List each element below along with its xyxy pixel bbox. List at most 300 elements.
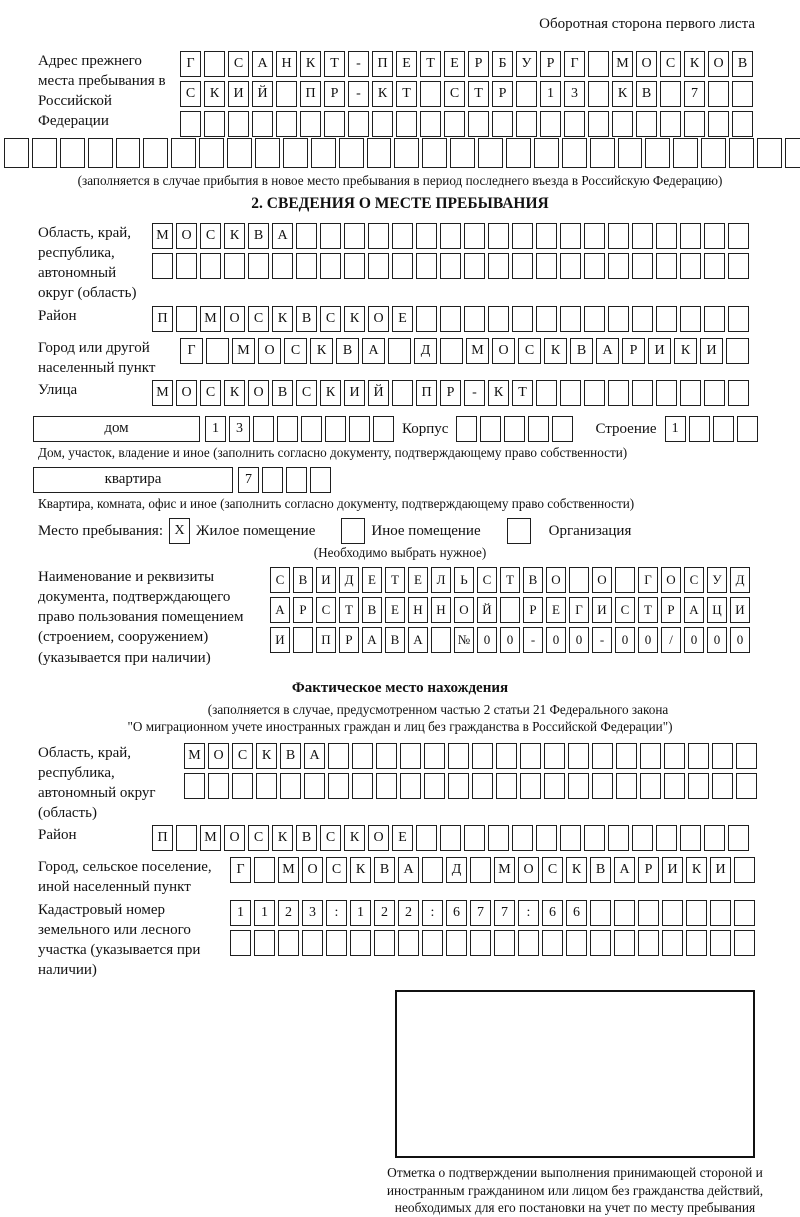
char-box[interactable]	[704, 306, 725, 332]
char-box[interactable]	[560, 306, 581, 332]
char-box[interactable]: С	[232, 743, 253, 769]
char-box[interactable]	[372, 111, 393, 137]
char-box[interactable]	[416, 223, 437, 249]
char-box[interactable]	[584, 223, 605, 249]
char-box[interactable]: О	[546, 567, 566, 593]
char-box[interactable]	[686, 930, 707, 956]
char-box[interactable]: Г	[180, 51, 201, 77]
char-box[interactable]	[592, 743, 613, 769]
char-box[interactable]	[636, 111, 657, 137]
char-box[interactable]: Г	[638, 567, 658, 593]
char-box[interactable]: М	[184, 743, 205, 769]
char-box[interactable]: М	[278, 857, 299, 883]
char-box[interactable]	[536, 253, 557, 279]
char-box[interactable]	[728, 253, 749, 279]
char-box[interactable]: С	[518, 338, 541, 364]
char-box[interactable]	[656, 380, 677, 406]
char-box[interactable]	[176, 825, 197, 851]
char-box[interactable]	[584, 380, 605, 406]
char-box[interactable]	[689, 416, 710, 442]
char-box[interactable]: 0	[615, 627, 635, 653]
char-box[interactable]	[440, 825, 461, 851]
char-box[interactable]: О	[224, 825, 245, 851]
char-box[interactable]: О	[636, 51, 657, 77]
char-box[interactable]	[512, 825, 533, 851]
char-box[interactable]	[704, 825, 725, 851]
char-box[interactable]: И	[662, 857, 683, 883]
char-box[interactable]: В	[362, 597, 382, 623]
char-box[interactable]	[248, 253, 269, 279]
char-box[interactable]	[420, 111, 441, 137]
char-box[interactable]: 3	[229, 416, 250, 442]
char-box[interactable]	[656, 825, 677, 851]
char-box[interactable]	[488, 306, 509, 332]
char-box[interactable]	[301, 416, 322, 442]
char-box[interactable]	[662, 900, 683, 926]
char-box[interactable]	[736, 773, 757, 799]
char-box[interactable]	[614, 930, 635, 956]
char-box[interactable]	[293, 627, 313, 653]
char-box[interactable]	[480, 416, 501, 442]
char-box[interactable]	[180, 111, 201, 137]
char-box[interactable]: -	[592, 627, 612, 653]
char-box[interactable]: 0	[569, 627, 589, 653]
char-box[interactable]	[344, 223, 365, 249]
char-box[interactable]: В	[280, 743, 301, 769]
char-box[interactable]	[708, 81, 729, 107]
char-box[interactable]: Й	[477, 597, 497, 623]
char-box[interactable]	[656, 223, 677, 249]
char-box[interactable]	[560, 253, 581, 279]
char-box[interactable]	[638, 930, 659, 956]
char-box[interactable]: 1	[350, 900, 371, 926]
char-box[interactable]: О	[258, 338, 281, 364]
char-box[interactable]: В	[248, 223, 269, 249]
char-box[interactable]: П	[372, 51, 393, 77]
char-box[interactable]	[632, 253, 653, 279]
char-box[interactable]	[143, 138, 168, 168]
char-box[interactable]	[422, 138, 447, 168]
char-box[interactable]	[588, 111, 609, 137]
char-box[interactable]	[420, 81, 441, 107]
char-box[interactable]: 0	[546, 627, 566, 653]
char-box[interactable]	[520, 743, 541, 769]
char-box[interactable]: В	[374, 857, 395, 883]
char-box[interactable]	[398, 930, 419, 956]
char-box[interactable]: К	[686, 857, 707, 883]
char-box[interactable]: О	[302, 857, 323, 883]
char-box[interactable]	[616, 773, 637, 799]
char-box[interactable]	[232, 773, 253, 799]
char-box[interactable]: Г	[564, 51, 585, 77]
char-box[interactable]	[88, 138, 113, 168]
char-box[interactable]: И	[228, 81, 249, 107]
char-box[interactable]: В	[296, 306, 317, 332]
char-box[interactable]: Т	[339, 597, 359, 623]
char-box[interactable]	[228, 111, 249, 137]
char-box[interactable]: К	[612, 81, 633, 107]
char-box[interactable]	[339, 138, 364, 168]
char-box[interactable]	[728, 825, 749, 851]
char-box[interactable]: С	[320, 825, 341, 851]
char-box[interactable]: 0	[638, 627, 658, 653]
char-box[interactable]	[496, 773, 517, 799]
char-box[interactable]	[440, 223, 461, 249]
char-box[interactable]: В	[636, 81, 657, 107]
char-box[interactable]	[632, 380, 653, 406]
char-box[interactable]	[464, 223, 485, 249]
char-box[interactable]: К	[272, 825, 293, 851]
char-box[interactable]	[311, 138, 336, 168]
char-box[interactable]	[424, 743, 445, 769]
char-box[interactable]: М	[152, 223, 173, 249]
char-box[interactable]: В	[590, 857, 611, 883]
char-box[interactable]: И	[344, 380, 365, 406]
char-box[interactable]: Р	[540, 51, 561, 77]
char-box[interactable]	[512, 223, 533, 249]
char-box[interactable]: К	[684, 51, 705, 77]
char-box[interactable]	[206, 338, 229, 364]
char-box[interactable]	[208, 773, 229, 799]
char-box[interactable]: Р	[492, 81, 513, 107]
char-box[interactable]: Р	[339, 627, 359, 653]
char-box[interactable]	[286, 467, 307, 493]
char-box[interactable]: К	[566, 857, 587, 883]
char-box[interactable]	[450, 138, 475, 168]
char-box[interactable]	[564, 111, 585, 137]
char-box[interactable]	[590, 138, 615, 168]
char-box[interactable]: Л	[431, 567, 451, 593]
char-box[interactable]: Е	[385, 597, 405, 623]
char-box[interactable]	[656, 306, 677, 332]
stay-option-organization-checkbox[interactable]	[507, 518, 531, 544]
char-box[interactable]	[590, 900, 611, 926]
char-box[interactable]	[660, 81, 681, 107]
char-box[interactable]	[374, 930, 395, 956]
char-box[interactable]: А	[362, 627, 382, 653]
char-box[interactable]	[352, 773, 373, 799]
char-box[interactable]: М	[232, 338, 255, 364]
char-box[interactable]	[708, 111, 729, 137]
char-box[interactable]	[732, 81, 753, 107]
char-box[interactable]	[394, 138, 419, 168]
char-box[interactable]	[712, 743, 733, 769]
char-box[interactable]	[506, 138, 531, 168]
char-box[interactable]	[253, 416, 274, 442]
char-box[interactable]: О	[492, 338, 515, 364]
char-box[interactable]	[376, 773, 397, 799]
char-box[interactable]: К	[488, 380, 509, 406]
char-box[interactable]	[560, 825, 581, 851]
char-box[interactable]	[227, 138, 252, 168]
char-box[interactable]	[176, 306, 197, 332]
char-box[interactable]: С	[248, 306, 269, 332]
char-box[interactable]: 3	[564, 81, 585, 107]
char-box[interactable]: С	[284, 338, 307, 364]
char-box[interactable]	[388, 338, 411, 364]
char-box[interactable]	[472, 743, 493, 769]
char-box[interactable]	[680, 253, 701, 279]
char-box[interactable]: Т	[638, 597, 658, 623]
char-box[interactable]	[704, 253, 725, 279]
char-box[interactable]	[310, 467, 331, 493]
char-box[interactable]: Т	[468, 81, 489, 107]
char-box[interactable]: 6	[566, 900, 587, 926]
char-box[interactable]	[552, 416, 573, 442]
char-box[interactable]	[400, 773, 421, 799]
char-box[interactable]	[632, 223, 653, 249]
char-box[interactable]	[516, 111, 537, 137]
char-box[interactable]	[320, 253, 341, 279]
char-box[interactable]: К	[344, 306, 365, 332]
char-box[interactable]: С	[320, 306, 341, 332]
char-box[interactable]	[468, 111, 489, 137]
char-box[interactable]: -	[348, 81, 369, 107]
char-box[interactable]: М	[200, 306, 221, 332]
char-box[interactable]	[328, 773, 349, 799]
char-box[interactable]: О	[224, 306, 245, 332]
char-box[interactable]: Р	[468, 51, 489, 77]
char-box[interactable]	[325, 416, 346, 442]
char-box[interactable]: В	[336, 338, 359, 364]
char-box[interactable]	[116, 138, 141, 168]
char-box[interactable]: И	[700, 338, 723, 364]
char-box[interactable]	[448, 773, 469, 799]
char-box[interactable]	[569, 567, 589, 593]
char-box[interactable]: С	[200, 223, 221, 249]
char-box[interactable]: Т	[324, 51, 345, 77]
char-box[interactable]: 7	[494, 900, 515, 926]
char-box[interactable]: П	[152, 306, 173, 332]
char-box[interactable]: У	[707, 567, 727, 593]
char-box[interactable]	[368, 253, 389, 279]
char-box[interactable]: В	[385, 627, 405, 653]
char-box[interactable]	[684, 111, 705, 137]
char-box[interactable]: К	[224, 380, 245, 406]
char-box[interactable]: 3	[302, 900, 323, 926]
char-box[interactable]: К	[204, 81, 225, 107]
char-box[interactable]	[704, 380, 725, 406]
char-box[interactable]	[614, 900, 635, 926]
char-box[interactable]: Е	[392, 825, 413, 851]
char-box[interactable]	[488, 223, 509, 249]
char-box[interactable]	[584, 306, 605, 332]
char-box[interactable]: Н	[408, 597, 428, 623]
char-box[interactable]	[734, 930, 755, 956]
char-box[interactable]: 2	[398, 900, 419, 926]
char-box[interactable]: :	[422, 900, 443, 926]
char-box[interactable]	[300, 111, 321, 137]
char-box[interactable]: А	[614, 857, 635, 883]
char-box[interactable]: Т	[500, 567, 520, 593]
char-box[interactable]	[416, 306, 437, 332]
char-box[interactable]	[512, 253, 533, 279]
char-box[interactable]: Е	[396, 51, 417, 77]
char-box[interactable]	[664, 743, 685, 769]
char-box[interactable]	[540, 111, 561, 137]
char-box[interactable]	[728, 380, 749, 406]
char-box[interactable]: И	[270, 627, 290, 653]
char-box[interactable]	[199, 138, 224, 168]
char-box[interactable]	[367, 138, 392, 168]
char-box[interactable]	[608, 306, 629, 332]
char-box[interactable]	[704, 223, 725, 249]
char-box[interactable]: 0	[500, 627, 520, 653]
char-box[interactable]	[444, 111, 465, 137]
char-box[interactable]	[560, 223, 581, 249]
char-box[interactable]: О	[208, 743, 229, 769]
char-box[interactable]	[276, 81, 297, 107]
char-box[interactable]: К	[674, 338, 697, 364]
char-box[interactable]: 2	[374, 900, 395, 926]
char-box[interactable]: С	[542, 857, 563, 883]
char-box[interactable]	[618, 138, 643, 168]
char-box[interactable]: Д	[730, 567, 750, 593]
char-box[interactable]: 0	[477, 627, 497, 653]
char-box[interactable]	[328, 743, 349, 769]
char-box[interactable]	[296, 223, 317, 249]
char-box[interactable]	[560, 380, 581, 406]
char-box[interactable]: С	[316, 597, 336, 623]
char-box[interactable]: В	[570, 338, 593, 364]
char-box[interactable]	[349, 416, 370, 442]
stay-option-other-checkbox[interactable]	[341, 518, 365, 544]
char-box[interactable]: 7	[470, 900, 491, 926]
char-box[interactable]: П	[300, 81, 321, 107]
char-box[interactable]	[152, 253, 173, 279]
char-box[interactable]: С	[200, 380, 221, 406]
char-box[interactable]	[256, 773, 277, 799]
char-box[interactable]	[516, 81, 537, 107]
char-box[interactable]	[662, 930, 683, 956]
char-box[interactable]: Й	[252, 81, 273, 107]
char-box[interactable]	[562, 138, 587, 168]
char-box[interactable]	[278, 930, 299, 956]
char-box[interactable]: :	[518, 900, 539, 926]
char-box[interactable]: М	[200, 825, 221, 851]
char-box[interactable]: :	[326, 900, 347, 926]
char-box[interactable]	[608, 253, 629, 279]
char-box[interactable]	[440, 253, 461, 279]
char-box[interactable]	[500, 597, 520, 623]
char-box[interactable]: О	[708, 51, 729, 77]
char-box[interactable]	[424, 773, 445, 799]
char-box[interactable]	[729, 138, 754, 168]
char-box[interactable]	[431, 627, 451, 653]
char-box[interactable]: П	[416, 380, 437, 406]
char-box[interactable]	[536, 825, 557, 851]
char-box[interactable]	[518, 930, 539, 956]
char-box[interactable]: О	[248, 380, 269, 406]
char-box[interactable]	[785, 138, 800, 168]
char-box[interactable]	[584, 825, 605, 851]
char-box[interactable]	[757, 138, 782, 168]
char-box[interactable]	[368, 223, 389, 249]
char-box[interactable]: 7	[684, 81, 705, 107]
char-box[interactable]: К	[372, 81, 393, 107]
char-box[interactable]	[478, 138, 503, 168]
char-box[interactable]: В	[296, 825, 317, 851]
char-box[interactable]	[277, 416, 298, 442]
char-box[interactable]: Е	[546, 597, 566, 623]
char-box[interactable]: Р	[638, 857, 659, 883]
char-box[interactable]: А	[362, 338, 385, 364]
char-box[interactable]: К	[224, 223, 245, 249]
char-box[interactable]: Т	[396, 81, 417, 107]
char-box[interactable]: С	[180, 81, 201, 107]
char-box[interactable]	[612, 111, 633, 137]
char-box[interactable]: 7	[238, 467, 259, 493]
char-box[interactable]	[645, 138, 670, 168]
char-box[interactable]: 0	[684, 627, 704, 653]
char-box[interactable]	[640, 773, 661, 799]
char-box[interactable]	[504, 416, 525, 442]
char-box[interactable]	[392, 223, 413, 249]
char-box[interactable]	[280, 773, 301, 799]
char-box[interactable]: К	[272, 306, 293, 332]
char-box[interactable]	[396, 111, 417, 137]
char-box[interactable]: О	[176, 223, 197, 249]
char-box[interactable]	[726, 338, 749, 364]
char-box[interactable]: А	[304, 743, 325, 769]
char-box[interactable]: С	[228, 51, 249, 77]
char-box[interactable]: Г	[230, 857, 251, 883]
char-box[interactable]: С	[270, 567, 290, 593]
char-box[interactable]: О	[368, 306, 389, 332]
char-box[interactable]: О	[368, 825, 389, 851]
char-box[interactable]	[446, 930, 467, 956]
char-box[interactable]	[566, 930, 587, 956]
char-box[interactable]: П	[152, 825, 173, 851]
char-box[interactable]: М	[466, 338, 489, 364]
char-box[interactable]: С	[248, 825, 269, 851]
char-box[interactable]: К	[350, 857, 371, 883]
char-box[interactable]: Т	[420, 51, 441, 77]
char-box[interactable]	[304, 773, 325, 799]
char-box[interactable]	[536, 223, 557, 249]
char-box[interactable]	[728, 306, 749, 332]
char-box[interactable]: К	[544, 338, 567, 364]
char-box[interactable]: Р	[324, 81, 345, 107]
char-box[interactable]	[701, 138, 726, 168]
char-box[interactable]: Й	[368, 380, 389, 406]
char-box[interactable]: Р	[661, 597, 681, 623]
char-box[interactable]	[456, 416, 477, 442]
char-box[interactable]: Е	[444, 51, 465, 77]
char-box[interactable]: Е	[408, 567, 428, 593]
char-box[interactable]	[710, 900, 731, 926]
char-box[interactable]: У	[516, 51, 537, 77]
char-box[interactable]: 2	[278, 900, 299, 926]
char-box[interactable]	[608, 380, 629, 406]
char-box[interactable]: И	[592, 597, 612, 623]
char-box[interactable]	[632, 306, 653, 332]
char-box[interactable]	[272, 253, 293, 279]
char-box[interactable]	[680, 380, 701, 406]
char-box[interactable]	[737, 416, 758, 442]
char-box[interactable]: К	[300, 51, 321, 77]
char-box[interactable]	[352, 743, 373, 769]
char-box[interactable]: Р	[622, 338, 645, 364]
char-box[interactable]: Р	[523, 597, 543, 623]
char-box[interactable]: -	[523, 627, 543, 653]
char-box[interactable]: Д	[339, 567, 359, 593]
char-box[interactable]: С	[684, 567, 704, 593]
char-box[interactable]	[302, 930, 323, 956]
char-box[interactable]	[712, 773, 733, 799]
char-box[interactable]: И	[710, 857, 731, 883]
char-box[interactable]	[734, 900, 755, 926]
